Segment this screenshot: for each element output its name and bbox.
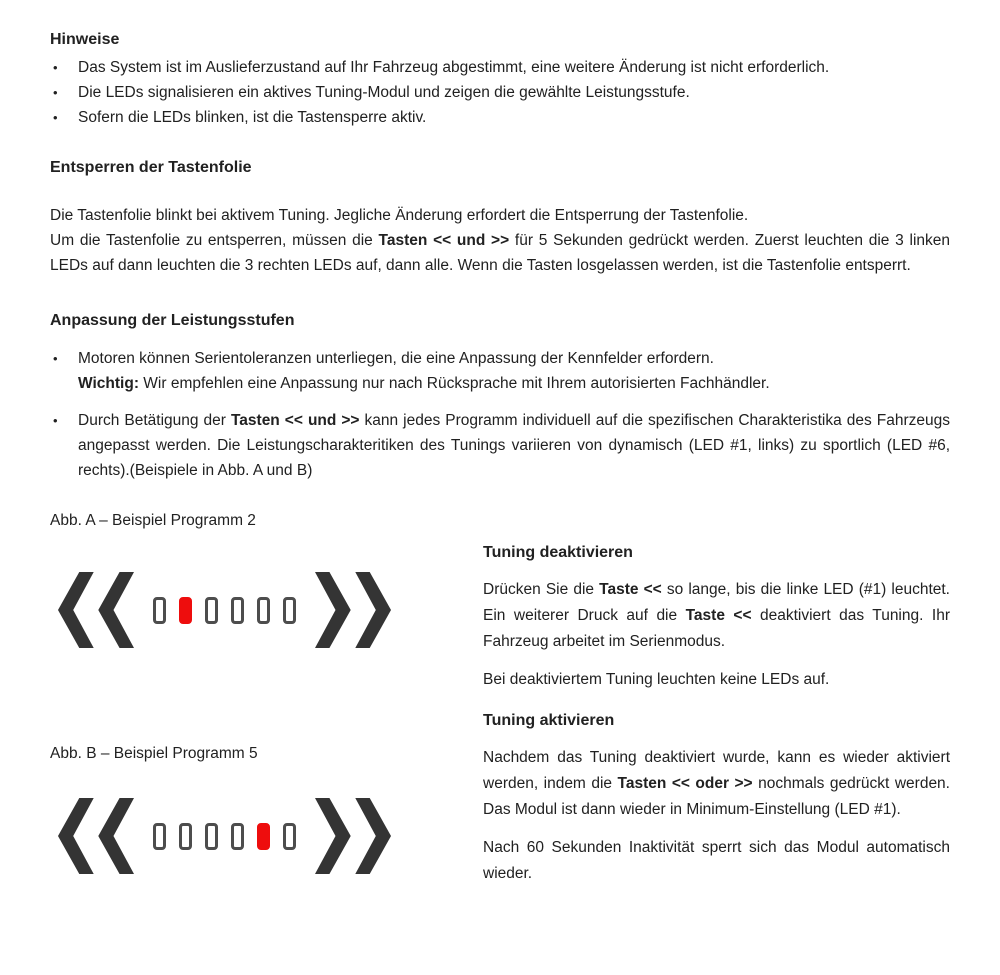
figure-b-graphic [57, 797, 392, 875]
figures-and-tuning-area [50, 511, 950, 887]
entsperren-paragraph-2: Um die Tastenfolie zu entsperren, müssen die Tasten << und >> für 5 Sekunden gedrückt werden. Zuerst leuchten die 3 linken LEDs auf dann leuchten die 3 rechten LEDs auf, dann alle. Wenn die Tasten losgelassen werden, ist die Tastenfolie entsperrt. [50, 232, 950, 274]
hinweise-bullet-list [50, 55, 950, 130]
bullet-marker: • [53, 85, 58, 100]
bullet-text: Das System ist im Auslieferzustand auf Ihr Fahrzeug abgestimmt, eine weitere Änderung ist nicht erforderlich. [78, 59, 830, 76]
anpassung-bullet-list [50, 346, 950, 483]
section-hinweise [50, 30, 950, 130]
led-6 [283, 597, 296, 624]
figures-column [50, 511, 483, 887]
led-2-active [179, 597, 192, 624]
led-3 [205, 823, 218, 850]
tuning-deaktivieren-paragraph-2: Bei deaktiviertem Tuning leuchten keine LEDs auf. [483, 671, 830, 688]
led-1 [153, 597, 166, 624]
bullet-text: Motoren können Serientoleranzen unterliegen, die eine Anpassung der Kennfelder erfordern. Wichtig: Wir empfehlen eine Anpassung nur nach Rücksprache mit Ihrem autorisierten Fachhändler. [78, 350, 770, 392]
figure-a-graphic [57, 571, 392, 649]
led-strip-figure-b [153, 823, 296, 850]
led-2 [179, 823, 192, 850]
double-chevron-left-icon [57, 798, 135, 874]
figure-a-caption: Abb. A – Beispiel Programm 2 [50, 512, 256, 529]
tuning-aktivieren-paragraph-2: Nach 60 Sekunden Inaktivität sperrt sich das Modul automatisch wieder. [483, 839, 950, 882]
led-4 [231, 597, 244, 624]
bullet-item [50, 55, 950, 80]
bullet-text: Die LEDs signalisieren ein aktives Tuning-Modul und zeigen die gewählte Leistungsstufe. [78, 84, 690, 101]
bullet-marker: • [53, 110, 58, 125]
figure-b-caption: Abb. B – Beispiel Programm 5 [50, 745, 258, 762]
bullet-marker: • [53, 351, 58, 366]
bullet-item [50, 105, 950, 130]
hinweise-heading: Hinweise [50, 31, 120, 48]
bullet-text: Sofern die LEDs blinken, ist die Tastensperre aktiv. [78, 109, 427, 126]
bullet-marker: • [53, 60, 58, 75]
double-chevron-right-icon [314, 572, 392, 648]
tuning-aktivieren-heading: Tuning aktivieren [483, 712, 615, 729]
tuning-aktivieren-paragraph-1: Nachdem das Tuning deaktiviert wurde, kann es wieder aktiviert werden, indem die Tasten << oder >> nochmals gedrückt werden. Das Modul ist dann wieder in Minimum-Einstellung (LED #1). [483, 749, 950, 818]
led-5-active [257, 823, 270, 850]
led-6 [283, 823, 296, 850]
tuning-deaktivieren-heading: Tuning deaktivieren [483, 544, 633, 561]
led-5 [257, 597, 270, 624]
entsperren-heading: Entsperren der Tastenfolie [50, 159, 252, 176]
bullet-item [50, 80, 950, 105]
bullet-item [50, 346, 950, 396]
double-chevron-left-icon [57, 572, 135, 648]
led-1 [153, 823, 166, 850]
anpassung-heading: Anpassung der Leistungsstufen [50, 312, 295, 329]
tuning-deaktivieren-paragraph-1: Drücken Sie die Taste << so lange, bis die linke LED (#1) leuchtet. Ein weiterer Druck auf die Taste << deaktiviert das Tuning. Ihr Fahrzeug arbeitet im Serienmodus. [483, 581, 950, 650]
bullet-text: Durch Betätigung der Tasten << und >> kann jedes Programm individuell auf die spezifischen Charakteristika des Fahrzeugs angepasst werden. Die Leistungscharakteritiken des Tunings variieren von dynamisch (LED #1, links) zu sportlich (LED #6, rechts).(Beispiele in Abb. A und B) [78, 412, 950, 479]
entsperren-paragraph-1: Die Tastenfolie blinkt bei aktivem Tuning. Jegliche Änderung erfordert die Entsperrung der Tastenfolie. [50, 207, 749, 224]
bullet-marker: • [53, 413, 58, 428]
bullet-item [50, 408, 950, 483]
double-chevron-right-icon [314, 798, 392, 874]
led-4 [231, 823, 244, 850]
led-3 [205, 597, 218, 624]
section-entsperren [50, 158, 950, 278]
led-strip-figure-a [153, 597, 296, 624]
section-anpassung [50, 311, 950, 483]
tuning-column [483, 511, 950, 887]
